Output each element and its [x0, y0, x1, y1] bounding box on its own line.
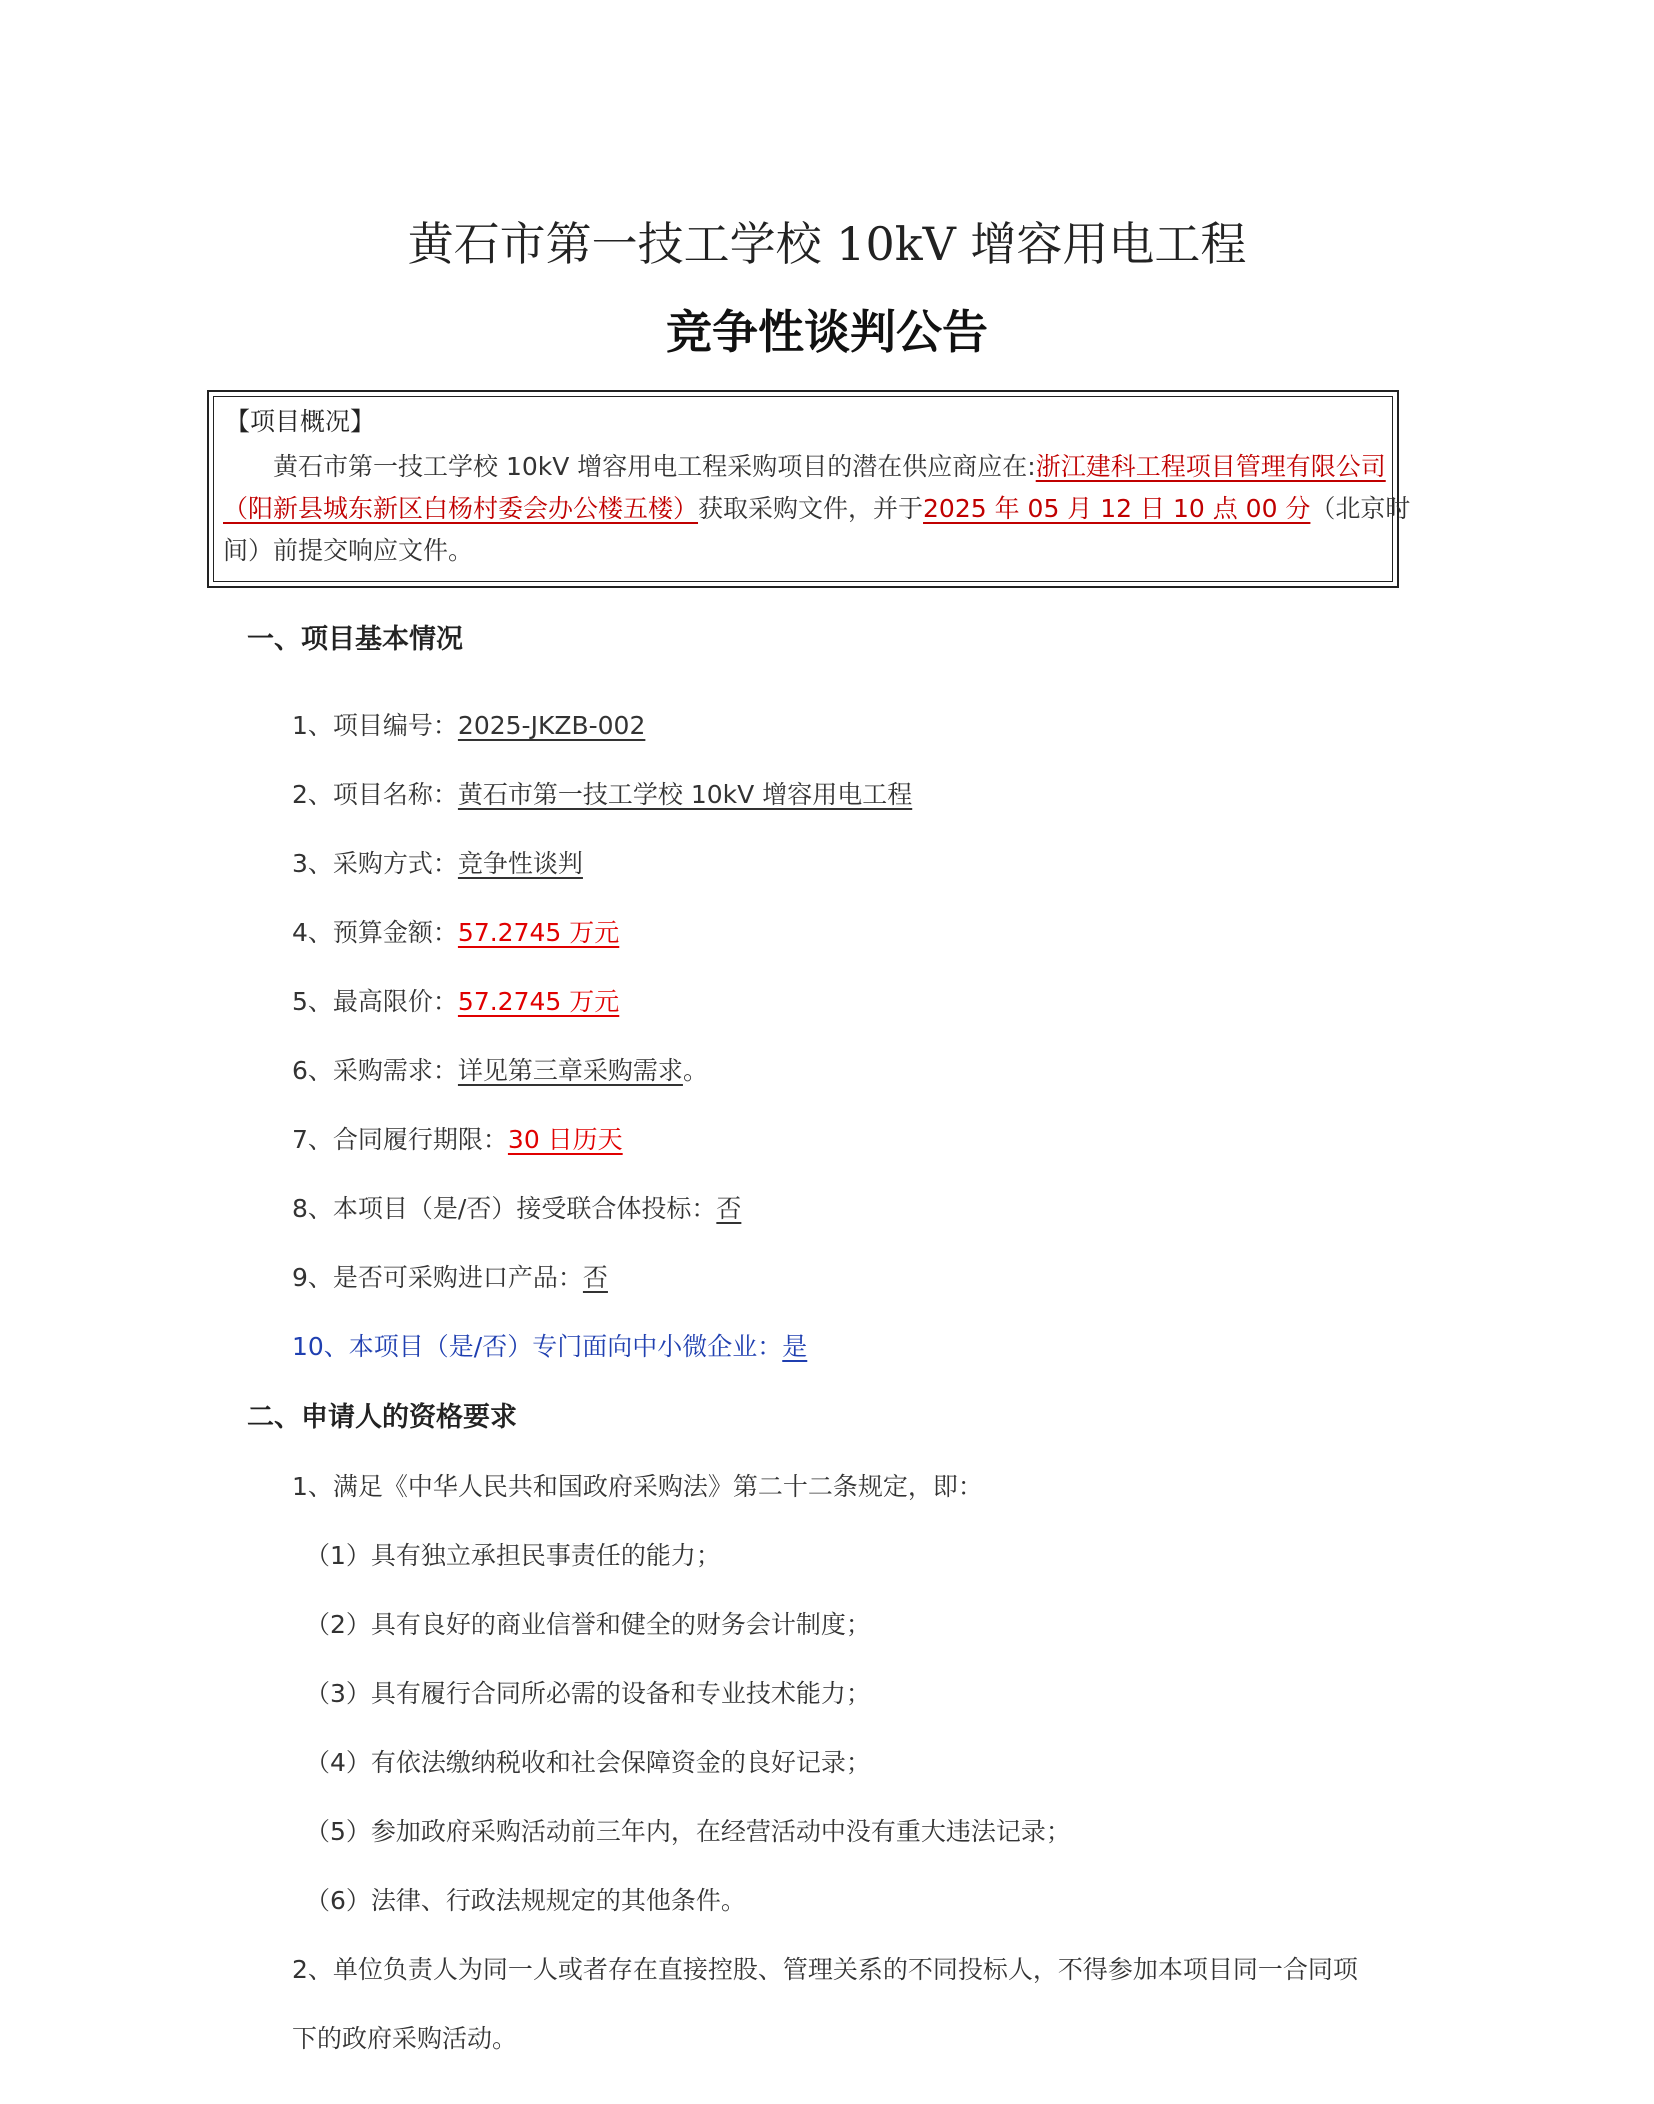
item-label: 4、预算金额：: [292, 918, 458, 947]
item-value: 竞争性谈判: [457, 849, 583, 878]
overview-agency-name: 浙江建科工程项目管理有限公司: [1035, 452, 1386, 481]
qualification-sub-4: （4）有依法缴纳税收和社会保障资金的良好记录；: [305, 1748, 871, 1777]
item-label: 1、项目编号：: [292, 711, 458, 740]
overview-deadline: 2025 年 05 月 12 日 10 点 00 分: [923, 494, 1311, 523]
item-max-price: [292, 982, 619, 1018]
item-label: 5、最高限价：: [292, 987, 458, 1016]
overview-line-3: 间）前提交响应文件。: [223, 536, 474, 565]
item-contract-period: [292, 1120, 623, 1156]
item-value: 30 日历天: [507, 1125, 623, 1154]
item-project-number: [292, 706, 645, 742]
item-requirements: [292, 1051, 708, 1087]
qualification-sub-2: （2）具有良好的商业信誉和健全的财务会计制度；: [305, 1610, 871, 1639]
title-line-2: 竞争性谈判公告: [666, 305, 988, 359]
qualification-item-2-line-1: 2、单位负责人为同一人或者存在直接控股、管理关系的不同投标人，不得参加本项目同一合同项: [292, 1955, 1358, 1984]
title-line-1: 黄石市第一技工学校 10kV 增容用电工程: [407, 217, 1247, 271]
item-procurement-method: [292, 844, 583, 880]
item-value: 否: [582, 1263, 608, 1292]
item-label: 6、采购需求：: [292, 1056, 458, 1085]
item-label: 10、本项目（是/否）专门面向中小微企业：: [292, 1332, 783, 1361]
item-value: 否: [716, 1194, 742, 1223]
overview-heading: 【项目概况】: [225, 407, 376, 436]
item-label: 2、项目名称：: [292, 780, 458, 809]
item-label: 3、采购方式：: [292, 849, 458, 878]
item-suffix: 。: [682, 1056, 708, 1085]
item-label: 8、本项目（是/否）接受联合体投标：: [292, 1194, 717, 1223]
qualification-item-2-line-2: 下的政府采购活动。: [292, 2024, 518, 2053]
item-value: 是: [782, 1332, 808, 1361]
qualification-sub-6: （6）法律、行政法规规定的其他条件。: [305, 1886, 746, 1915]
qualification-sub-5: （5）参加政府采购活动前三年内，在经营活动中没有重大违法记录；: [305, 1817, 1071, 1846]
item-label: 9、是否可采购进口产品：: [292, 1263, 583, 1292]
qualification-sub-1: （1）具有独立承担民事责任的能力；: [305, 1541, 721, 1570]
overview-obtain-text: 获取采购文件，并于: [698, 494, 924, 523]
item-project-name: [292, 775, 912, 811]
item-imported-products: [292, 1258, 608, 1294]
overview-intro: 黄石市第一技工学校 10kV 增容用电工程采购项目的潜在供应商应在:: [273, 452, 1036, 481]
item-value: 57.2745 万元: [457, 987, 620, 1016]
overview-line-2: [223, 489, 1410, 525]
overview-beijing-time: （北京时: [1310, 494, 1411, 523]
item-value: 2025-JKZB-002: [457, 711, 646, 740]
overview-box: [207, 390, 1411, 588]
qualification-sub-3: （3）具有履行合同所必需的设备和专业技术能力；: [305, 1679, 871, 1708]
item-value: 黄石市第一技工学校 10kV 增容用电工程: [457, 780, 913, 809]
item-consortium: [292, 1189, 741, 1225]
item-budget: [292, 913, 619, 949]
item-label: 7、合同履行期限：: [292, 1125, 508, 1154]
section-2-heading: 二、申请人的资格要求: [247, 1402, 517, 1433]
qualification-item-1: 1、满足《中华人民共和国政府采购法》第二十二条规定，即：: [292, 1472, 983, 1501]
overview-agency-address: （阳新县城东新区白杨村委会办公楼五楼）: [223, 494, 699, 523]
item-value: 详见第三章采购需求: [457, 1056, 683, 1085]
item-value: 57.2745 万元: [457, 918, 620, 947]
section-1-heading: 一、项目基本情况: [247, 624, 463, 655]
item-sme-only: [292, 1327, 807, 1363]
overview-line-1: [273, 447, 1386, 483]
